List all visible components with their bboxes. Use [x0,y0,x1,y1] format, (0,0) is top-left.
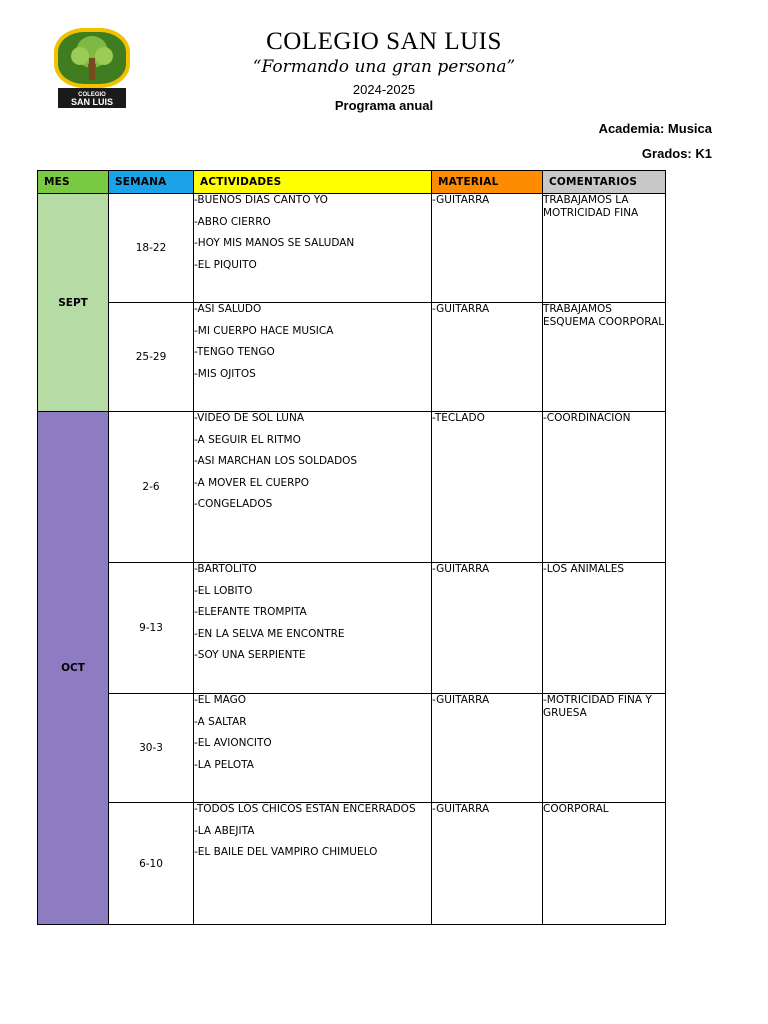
activity-item: -ELEFANTE TROMPITA [194,606,307,618]
week-cell: 30-3 [109,694,194,803]
comment-cell [543,303,666,412]
material-text: -GUITARRA [432,694,490,706]
material-cell [432,194,543,303]
activity-item: -HOY MIS MANOS SE SALUDAN [194,237,355,249]
activities-cell [194,412,432,563]
program-table [37,170,666,925]
activity-item: -EL LOBITO [194,584,253,597]
month-cell-sept: SEPT [38,194,109,412]
school-year: 2024-2025 [352,82,416,97]
logo-line1: COLEGIO [78,92,106,98]
comment-text: -MOTRICIDAD FINA Y GRUESA [543,694,652,719]
material-text: -GUITARRA [432,803,490,815]
comment-text: TRABAJAMOS LA MOTRICIDAD FINA [543,194,639,219]
activity-item: -SOY UNA SERPIENTE [194,649,306,661]
comment-cell [543,563,666,694]
activities-cell [194,803,432,925]
activity-item: -ASI SALUDO [194,303,262,315]
academia-label: Academia: Musica [598,121,712,136]
comment-cell [543,803,666,925]
table-row [38,412,666,563]
month-cell-oct: OCT [38,412,109,925]
material-cell [432,563,543,694]
header-mes: MES [38,171,109,194]
header-material: MATERIAL [432,171,543,194]
activity-item: -LA ABEJITA [194,824,255,837]
header-comentarios: COMENTARIOS [543,171,666,194]
material-cell [432,803,543,925]
program-title: Programa anual [334,98,434,113]
week-cell: 18-22 [109,194,194,303]
activity-item: -EN LA SELVA ME ENCONTRE [194,627,345,640]
comment-text: -LOS ANIMALES [543,563,625,575]
activity-item: -TODOS LOS CHICOS ESTAN ENCERRADOS [194,803,416,815]
activity-item: -A SALTAR [194,715,247,728]
activity-item: -TENGO TENGO [194,346,275,358]
activity-item: -EL MAGO [194,694,247,706]
activity-item: -CONGELADOS [194,498,273,510]
material-text: -GUITARRA [432,194,490,206]
activity-item: -ABRO CIERRO [194,215,271,228]
material-cell [432,412,543,563]
material-text: -TECLADO [432,412,485,424]
week-cell: 6-10 [109,803,194,925]
activity-item: -EL BAILE DEL VAMPIRO CHIMUELO [194,846,378,858]
comment-cell [543,694,666,803]
activity-item: -BUENOS DIAS CANTO YO [194,194,328,206]
table-row [38,563,666,694]
week-cell: 25-29 [109,303,194,412]
material-text: -GUITARRA [432,563,490,575]
school-motto: “Formando una gran persona” [252,57,516,77]
activity-item: -EL AVIONCITO [194,737,272,749]
activity-item: -ASI MARCHAN LOS SOLDADOS [194,455,358,467]
activity-item: -MI CUERPO HACE MUSICA [194,324,334,337]
activities-cell [194,303,432,412]
comment-text: COORPORAL [543,803,609,815]
material-cell [432,694,543,803]
activity-item: -LA PELOTA [194,758,254,771]
activity-item: -MIS OJITOS [194,367,256,380]
logo-line2: SAN LUIS [70,97,114,107]
header-semana: SEMANA [109,171,194,194]
week-cell: 9-13 [109,563,194,694]
activity-item: -EL PIQUITO [194,258,257,271]
material-text: -GUITARRA [432,303,490,315]
comment-text: TRABAJAMOS ESQUEMA COORPORAL [543,303,665,328]
activity-item: -A MOVER EL CUERPO [194,476,310,489]
table-row [38,694,666,803]
activities-cell [194,563,432,694]
comment-cell [543,194,666,303]
table-row [38,803,666,925]
table-header-row [38,171,666,194]
comment-cell [543,412,666,563]
activity-item: -A SEGUIR EL RITMO [194,433,301,446]
table-row [38,194,666,303]
table-row [38,303,666,412]
comment-text: -COORDINACION [543,412,631,424]
material-cell [432,303,543,412]
grados-label: Grados: K1 [641,146,712,161]
activities-cell [194,194,432,303]
header-actividades: ACTIVIDADES [194,171,432,194]
activity-item: -BARTOLITO [194,563,257,575]
school-title: COLEGIO SAN LUIS [266,28,502,55]
activity-item: -VIDEO DE SOL LUNA [194,412,304,424]
week-cell: 2-6 [109,412,194,563]
activities-cell [194,694,432,803]
